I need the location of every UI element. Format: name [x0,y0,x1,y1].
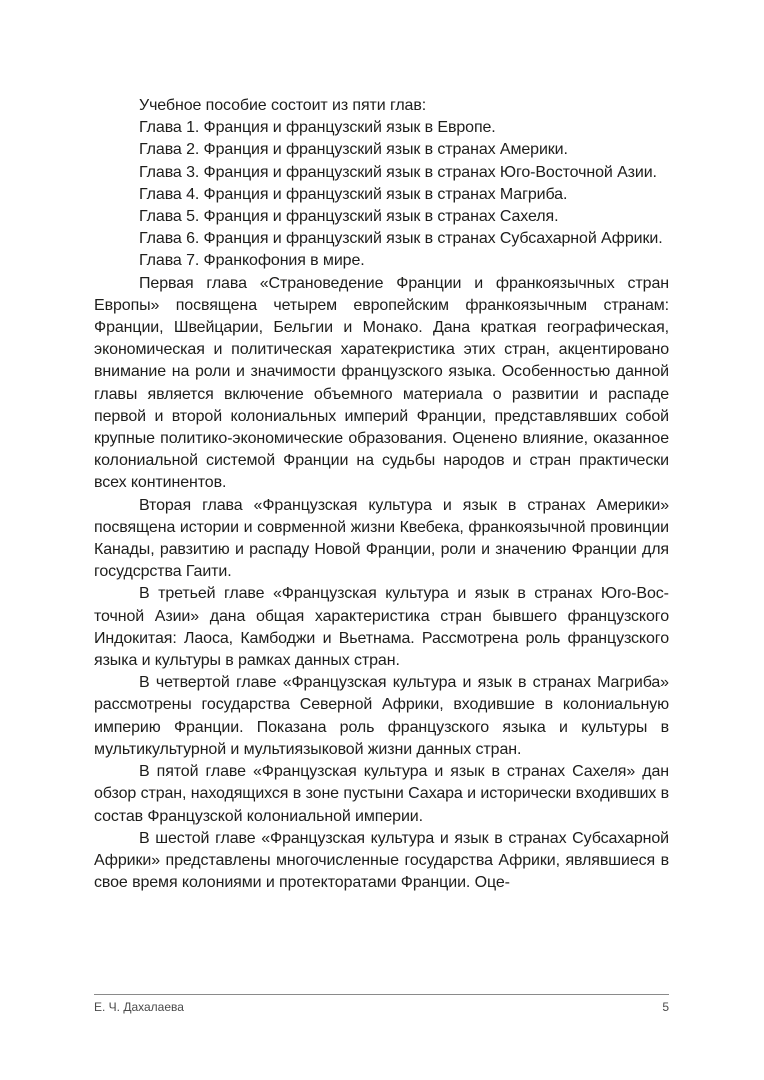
paragraph-fourth-chapter-summary: В четвертой главе «Французская культура и язык в странах Магриба» рассмотрены государства Северной Африки, входившие в колониальную империю Франции. Показана роль французского языка и культуры в мультикультурной и мультиязыковой жизни данных стран. [94,674,669,758]
page-number: 5 [662,1000,669,1014]
body-text [94,95,669,894]
paragraph-chapter-2: Глава 2. Франция и французский язык в странах Америки. [139,141,568,159]
paragraph-first-chapter-summary: Первая глава «Страноведение Франции и франкоязычных стран Европы» посвящена четырем европейским франкоязычным странам: Франции, Швейцарии, Бельгии и Монако. Дана краткая географическая, экономическая и политическая харатекристика этих стран, акцентировано внимание на роли и значимости французского языка. Особенностью данной главы является включение объемного материала о развитии и распаде первой и второй колониальных империй Франции, представлявших собой крупные политико-экономические образования. Оценено влияние, оказанное колониальной системой Франции на судьбы народов и стран практически всех континентов. [94,274,669,492]
paragraph-second-chapter-summary: Вторая глава «Французская культура и язык в странах Америки» посвящена истории и соврменной жизни Квебека, франкоязычной провинции Канады, равзитию и распаду Новой Франции, роли и значению Франции для госудсрства Гаити. [94,496,669,581]
paragraph-chapter-5: Глава 5. Франция и французский язык в странах Сахеля. [139,208,559,226]
footer-divider [94,994,669,995]
paragraph-chapter-1: Глава 1. Франция и французский язык в Европе. [139,119,496,137]
footer-author: Е. Ч. Дахалаева [94,1000,184,1014]
paragraph-chapter-6: Глава 6. Франция и французский язык в странах Субсахарной Африки. [139,230,663,248]
paragraph-chapter-3: Глава 3. Франция и французский язык в странах Юго-Восточной Азии. [139,163,657,181]
paragraph-chapter-4: Глава 4. Франция и французский язык в странах Магриба. [139,185,568,203]
paragraph-fifth-chapter-summary: В пятой главе «Французская культура и язык в странах Сахеля» дан обзор стран, находящихся в зоне пустыни Сахара и исторически входивших в состав Французской колониальной империи. [94,763,669,825]
paragraph-intro: Учебное пособие состоит из пяти глав: [139,97,427,114]
paragraph-chapter-7: Глава 7. Франкофония в мире. [139,252,365,270]
paragraph-third-chapter-summary: В третьей главе «Французская культура и язык в странах Юго-Восточной Азии» дана общая характеристика стран бывшего французского Индокитая: Лаоса, Камбоджи и Вьетнама. Рассмотрена роль французского языка и культуры в рамках данных стран. [94,585,669,670]
paragraph-sixth-chapter-summary: В шестой главе «Французская культура и язык в странах Субсахарной Африки» представлены многочисленные государства Африки, являвшиеся в свое время колониями и протекторатами Франции. Оце- [94,829,669,892]
